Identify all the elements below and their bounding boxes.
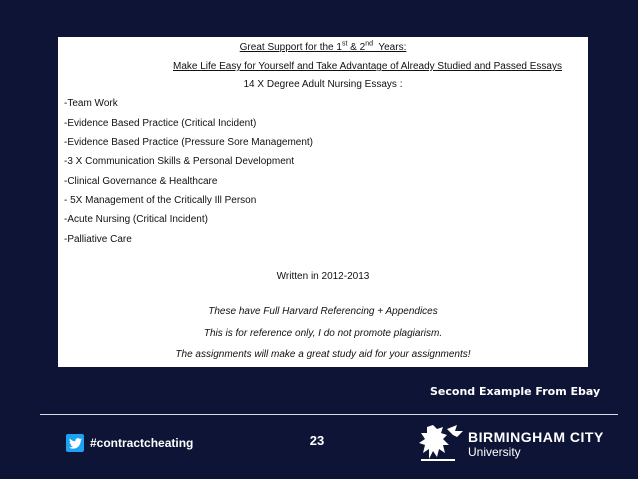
list-item: -Evidence Based Practice (Critical Incident) <box>64 118 257 129</box>
hashtag-label: #contractcheating <box>90 436 194 450</box>
list-item: -3 X Communication Skills & Personal Development <box>64 156 295 167</box>
note-reference-only: This is for reference only, I do not promote plagiarism. <box>203 328 443 339</box>
twitter-hashtag <box>66 434 193 452</box>
ebay-listing-screenshot <box>58 37 588 367</box>
note-referencing: These have Full Harvard Referencing + Appendices <box>208 306 438 317</box>
written-date: Written in 2012-2013 <box>276 271 370 282</box>
university-subtitle: University <box>468 445 521 459</box>
twitter-icon <box>66 434 84 452</box>
university-name: BIRMINGHAM CITY <box>468 429 604 445</box>
list-item: -Palliative Care <box>64 234 132 245</box>
university-logo-text <box>468 430 604 459</box>
listing-subtitle: Make Life Easy for Yourself and Take Advantage of Already Studied and Passed Essays <box>173 61 562 72</box>
list-item: -Evidence Based Practice (Pressure Sore Management) <box>64 137 314 148</box>
footer-divider <box>40 414 618 415</box>
page-number: 23 <box>309 433 325 448</box>
listing-title: Great Support for the 1st & 2nd Years: <box>239 40 407 53</box>
list-item: -Clinical Governance & Healthcare <box>64 176 218 187</box>
list-item: - 5X Management of the Critically Ill Person <box>64 195 257 206</box>
note-study-aid: The assignments will make a great study aid for your assignments! <box>175 349 471 360</box>
list-item: -Team Work <box>64 98 118 109</box>
slide-caption: Second Example From Ebay <box>430 385 601 398</box>
griffin-logo-icon <box>417 423 465 463</box>
listing-heading: 14 X Degree Adult Nursing Essays : <box>243 79 403 90</box>
list-item: -Acute Nursing (Critical Incident) <box>64 214 208 225</box>
